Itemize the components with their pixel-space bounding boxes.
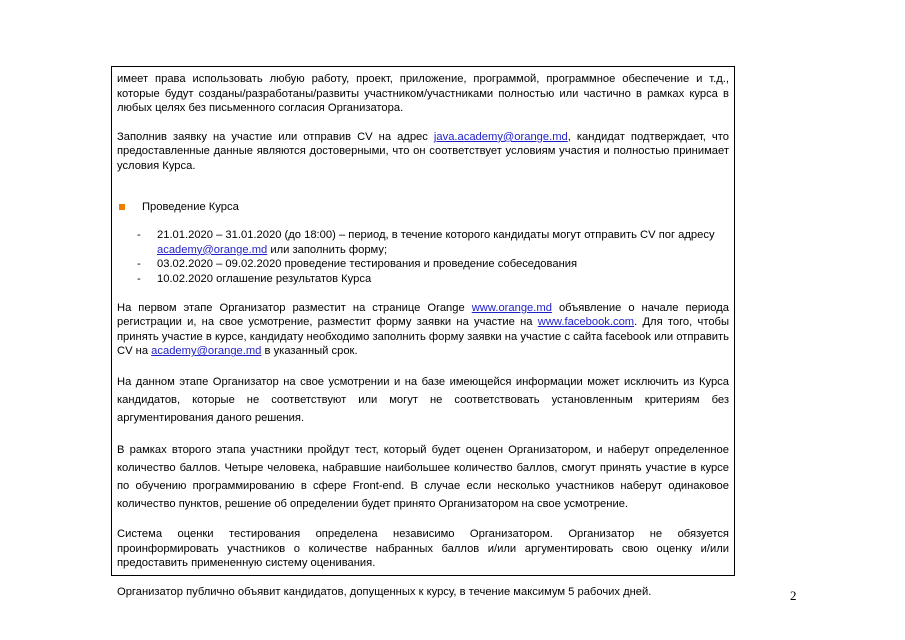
paragraph-second-stage: В рамках второго этапа участники пройдут тест, который будет оценен Организатором, и наберут определенное количество баллов. Четыре человека, набравшие наибольшее количество баллов, смогут принять участие в курсе по обучению программированию в сфере Front-end. В случае если несколько участников наберут одинаковое количество пунктов, решение об определении будет принято Организатором на свое усмотрение. [117, 443, 729, 510]
dash-icon: - [137, 258, 141, 271]
dash-icon: - [137, 272, 141, 285]
page-number: 2 [790, 588, 797, 603]
document-body [117, 72, 729, 599]
square-bullet-icon [119, 204, 125, 210]
paragraph-first-stage: На первом этапе Организатор разместит на странице Orange www.orange.md объявление о начале периода регистрации и, на свое усмотрение, разместит форму заявки на участие на www.facebook.com. Для того, чтобы принять участие в курсе, кандидату необходимо заполнить форму заявки на участие с сайта facebook или отправить CV на academy@orange.md в указанный срок. [117, 301, 730, 358]
link-facebook[interactable]: www.facebook.com [537, 316, 635, 329]
paragraph-evaluation: Система оценки тестирования определена независимо Организатором. Организатор не обязуется проинформировать участников о количестве набранных баллов и/или аргументировать свою оценку и/или предоставить примененную систему оценивания. [117, 527, 729, 570]
section-heading: Проведение Курса [117, 200, 729, 215]
schedule-list [117, 228, 729, 286]
email-link-academy-2[interactable]: academy@orange.md [151, 345, 262, 358]
list-item: - 10.02.2020 оглашение результатов Курса [137, 272, 372, 285]
paragraph-announcement: Организатор публично объявит кандидатов, допущенных к курсу, в течение максимум 5 рабочих дней. [117, 585, 652, 598]
list-item: - 03.02.2020 – 09.02.2020 проведение тестирования и проведение собеседования [137, 258, 578, 271]
email-link-java-academy[interactable]: java.academy@orange.md [433, 130, 568, 143]
paragraph-exclusion: На данном этапе Организатор на свое усмотрении и на базе имеющейся информации может исключить из Курса кандидатов, которые не соответствуют или могут не соответствовать установленным критериям без аргументирования даного решения. [117, 375, 729, 424]
paragraph-application: Заполнив заявку на участие или отправив CV на адрес java.academy@orange.md, кандидат подтверждает, что предоставленные данные являются достоверными, что он соответствует условиям участия и полностью принимает условия Курса. [117, 130, 729, 172]
email-link-academy[interactable]: academy@orange.md [157, 243, 268, 256]
paragraph-rights: имеет права использовать любую работу, проект, приложение, программой, программное обеспечение и т.д., которые будут созданы/разработаны/развиты участником/участниками полностью или частично в рамках курса в любых целях без письменного согласия Организатора. [117, 73, 729, 115]
dash-icon: - [137, 229, 141, 242]
link-orange-md[interactable]: www.orange.md [471, 301, 552, 314]
list-item: - 21.01.2020 – 31.01.2020 (до 18:00) – период, в течение которого кандидаты могут отправить CV пог адресу academy@orange.md или заполнить форму; [137, 229, 715, 256]
